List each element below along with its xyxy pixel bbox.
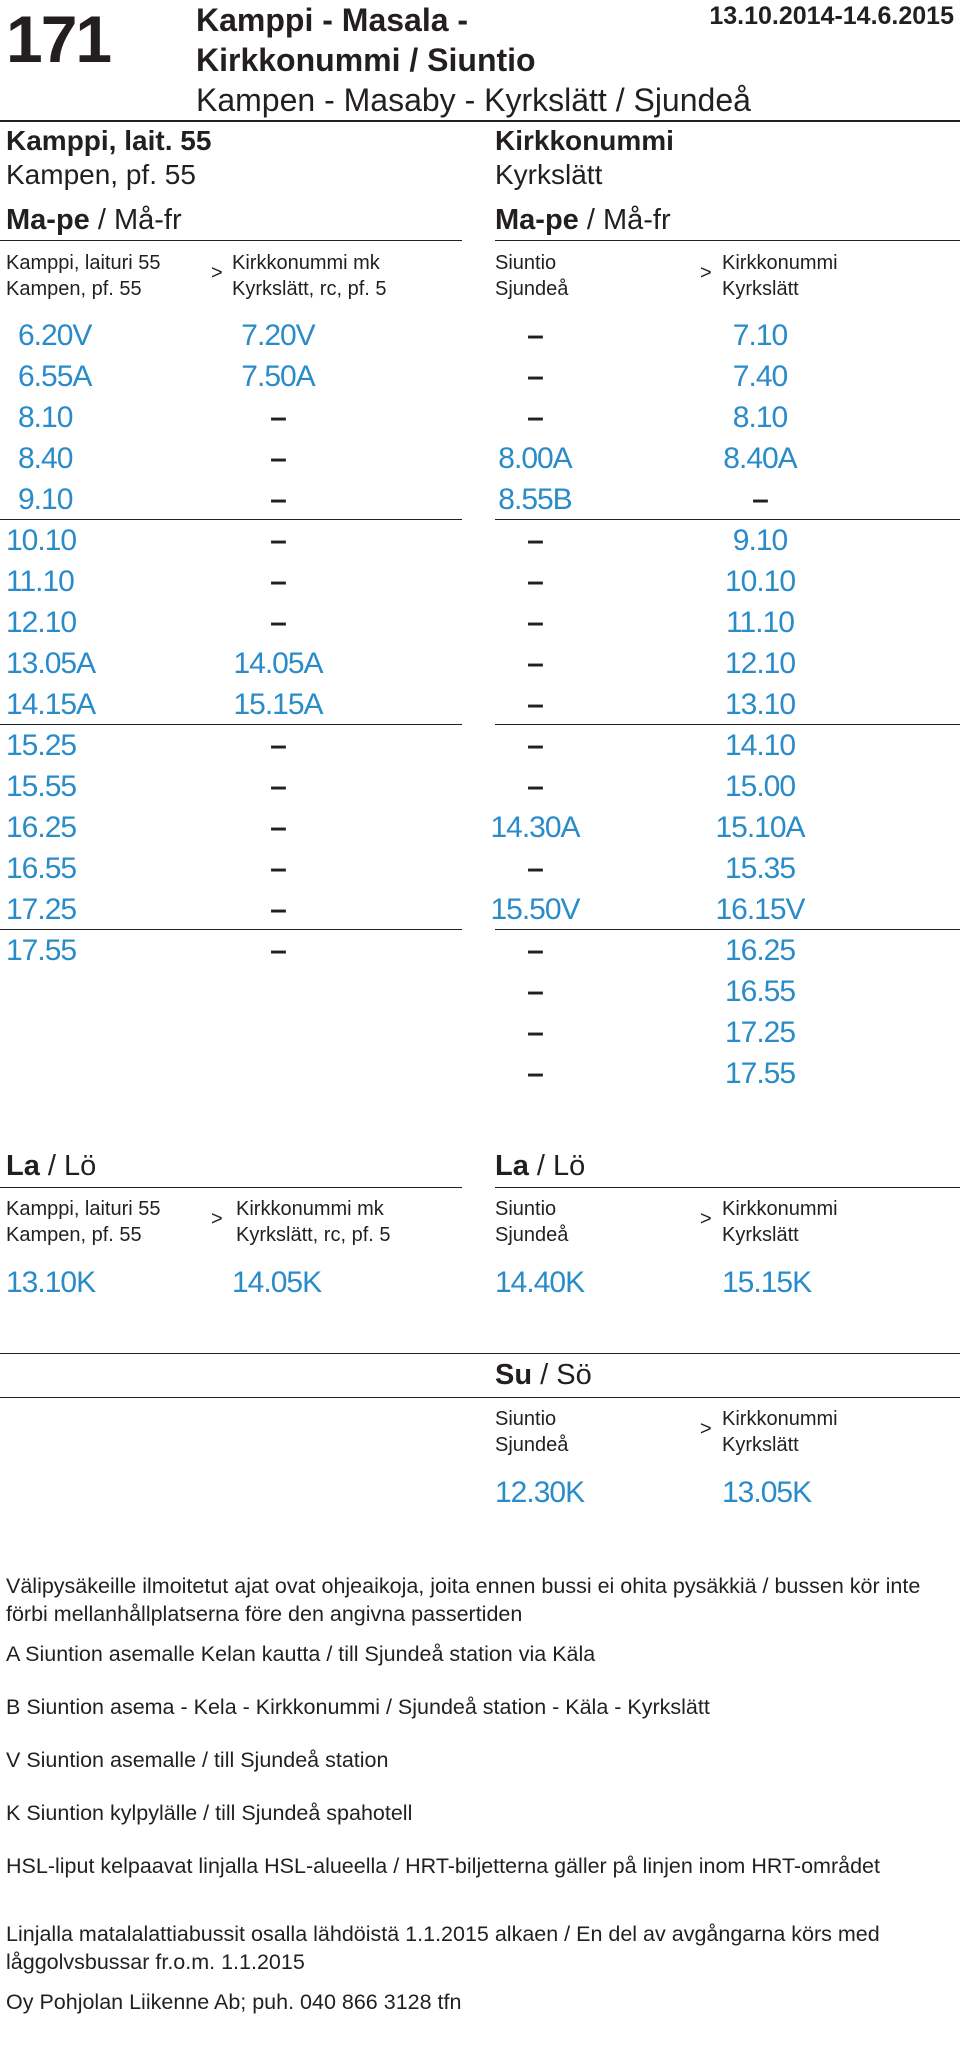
saturday-col3-head: Siuntio Sjundeå — [495, 1198, 569, 1246]
note-hsl-tickets: HSL-liput kelpaavat linjalla HSL-alueella / HRT-biljetterna gäller på linjen inom HRT-området — [6, 1854, 880, 1878]
weekday-col3-head: Siuntio Sjundeå — [495, 252, 569, 300]
weekday-rule-left — [0, 240, 462, 241]
left-stop-sv: Kampen, pf. 55 — [6, 159, 196, 190]
departure-time: 17.25 — [6, 893, 77, 926]
note-timing-points: Välipysäkeille ilmoitetut ajat ovat ohjeaikoja, joita ennen bussi ei ohita pysäkkiä / bussen kör inte förbi mellanhållplatserna före den angivna passertiden — [6, 1574, 921, 1626]
weekday-heading-right — [495, 202, 671, 238]
departure-time: 8.10 — [18, 401, 73, 434]
departure-time: 11.10 — [6, 565, 74, 598]
sunday-time-col4: 13.05K — [722, 1476, 812, 1509]
note-k: K Siuntion kylpylälle / till Sjundeå spahotell — [6, 1801, 413, 1825]
saturday-time-col4: 15.15K — [722, 1266, 812, 1299]
validity-period: 13.10.2014-14.6.2015 — [709, 2, 954, 30]
saturday-label-sv: Lö — [553, 1150, 586, 1182]
saturday-rule-right — [495, 1187, 960, 1188]
right-stop-fi: Kirkkonummi — [495, 125, 674, 156]
weekday-label-sv: Må-fr — [113, 204, 182, 236]
left-stop-fi: Kamppi, lait. 55 — [6, 125, 212, 156]
weekday-col4-times: 7.10 7.40 8.10 8.40A – 9.10 10.10 11.10 12.10 13.10 14.10 15.00 15.10A 15.35 16.15V 16.25 16.55 17.25 17.55 — [715, 319, 805, 1090]
group-rule — [495, 519, 960, 520]
departure-time: 15.25 — [6, 729, 77, 762]
saturday-heading-right: La / Lö — [495, 1150, 586, 1182]
departure-time: 6.20V — [18, 319, 92, 352]
direction-arrow: > — [700, 262, 712, 284]
departure-time: 17.55 — [6, 934, 77, 967]
saturday-time-col3: 14.40K — [495, 1266, 585, 1299]
direction-arrow: > — [211, 1208, 223, 1230]
departure-time: 14.15A — [6, 688, 96, 721]
header-divider — [0, 120, 960, 122]
sunday-rule — [0, 1397, 960, 1398]
saturday-col1-head: Kamppi, laituri 55 Kampen, pf. 55 — [6, 1198, 161, 1246]
sunday-top-rule — [0, 1353, 960, 1354]
sunday-label-sv: Sö — [556, 1359, 592, 1391]
sunday-time-col3: 12.30K — [495, 1476, 585, 1509]
direction-arrow: > — [700, 1418, 712, 1440]
weekday-label-fi: Ma-pe — [495, 204, 579, 236]
group-rule — [0, 929, 462, 930]
weekday-separator: / — [89, 204, 114, 236]
group-rule — [0, 519, 462, 520]
weekday-col1-times — [18, 315, 128, 520]
weekday-col1-head: Kamppi, laituri 55 Kampen, pf. 55 — [6, 252, 161, 300]
saturday-label-fi: La — [495, 1150, 529, 1182]
direction-arrow: > — [700, 1208, 712, 1230]
note-v: V Siuntion asemalle / till Sjundeå station — [6, 1748, 389, 1772]
weekday-rule-right — [495, 240, 960, 241]
departure-time: 8.40 — [18, 442, 73, 475]
departure-time: 10.10 — [6, 524, 77, 557]
note-low-floor: Linjalla matalalattiabussit osalla lähdöistä 1.1.2015 alkaen / En del av avgångarna körs med låggolvsbussar fr.o.m. 1.1.2015 — [6, 1922, 880, 1974]
route-title-fi-line1: Kamppi - Masala - — [196, 2, 469, 38]
saturday-time-col1: 13.10K — [6, 1266, 96, 1299]
departure-time: 6.55A — [18, 360, 92, 393]
group-rule — [0, 724, 462, 725]
route-title-sv: Kampen - Masaby - Kyrkslätt / Sjundeå — [196, 82, 751, 118]
group-rule — [495, 929, 960, 930]
weekday-col2-head: Kirkkonummi mk Kyrkslätt, rc, pf. 5 — [232, 252, 387, 300]
weekday-label-fi: Ma-pe — [6, 204, 90, 236]
line-number: 171 — [6, 2, 111, 76]
departure-time: 16.55 — [6, 852, 77, 885]
right-stop-sv: Kyrkslätt — [495, 159, 603, 190]
departure-time: 12.10 — [6, 606, 77, 639]
note-a: A Siuntion asemalle Kelan kautta / till Sjundeå station via Käla — [6, 1642, 596, 1666]
saturday-label-sv: Lö — [64, 1150, 97, 1182]
weekday-col3-times: – – – 8.00A 8.55B – – – – – – – 14.30A – 15.50V – – – – — [490, 319, 580, 1090]
weekday-heading-left — [6, 202, 182, 238]
saturday-col4-head: Kirkkonummi Kyrkslätt — [722, 1198, 838, 1246]
direction-arrow: > — [211, 262, 223, 284]
saturday-heading-left: La / Lö — [6, 1150, 97, 1182]
weekday-col2-times: 7.20V 7.50A – – – – – – 14.05A 15.15A – – – – – – — [233, 319, 323, 967]
sunday-label-fi: Su — [495, 1359, 533, 1391]
weekday-separator: / — [578, 204, 603, 236]
saturday-col2-head: Kirkkonummi mk Kyrkslätt, rc, pf. 5 — [236, 1198, 391, 1246]
weekday-label-sv: Må-fr — [602, 204, 671, 236]
weekday-col4-head: Kirkkonummi Kyrkslätt — [722, 252, 838, 300]
sunday-col4-head: Kirkkonummi Kyrkslätt — [722, 1408, 838, 1456]
sunday-heading: Su / Sö — [495, 1359, 592, 1391]
weekday-col1-times-cont — [6, 520, 126, 971]
departure-time: 16.25 — [6, 811, 77, 844]
departure-time: 9.10 — [18, 483, 73, 516]
sunday-col3-head: Siuntio Sjundeå — [495, 1408, 569, 1456]
note-b: B Siuntion asema - Kela - Kirkkonummi / Sjundeå station - Käla - Kyrkslätt — [6, 1695, 710, 1719]
route-title-fi-line2: Kirkkonummi / Siuntio — [196, 42, 536, 78]
departure-time: 15.55 — [6, 770, 77, 803]
saturday-rule-left — [0, 1187, 462, 1188]
departure-time: 13.05A — [6, 647, 96, 680]
saturday-label-fi: La — [6, 1150, 40, 1182]
operator-contact: Oy Pohjolan Liikenne Ab; puh. 040 866 3128 tfn — [6, 1990, 462, 2014]
group-rule — [495, 724, 960, 725]
saturday-time-col2: 14.05K — [232, 1266, 322, 1299]
